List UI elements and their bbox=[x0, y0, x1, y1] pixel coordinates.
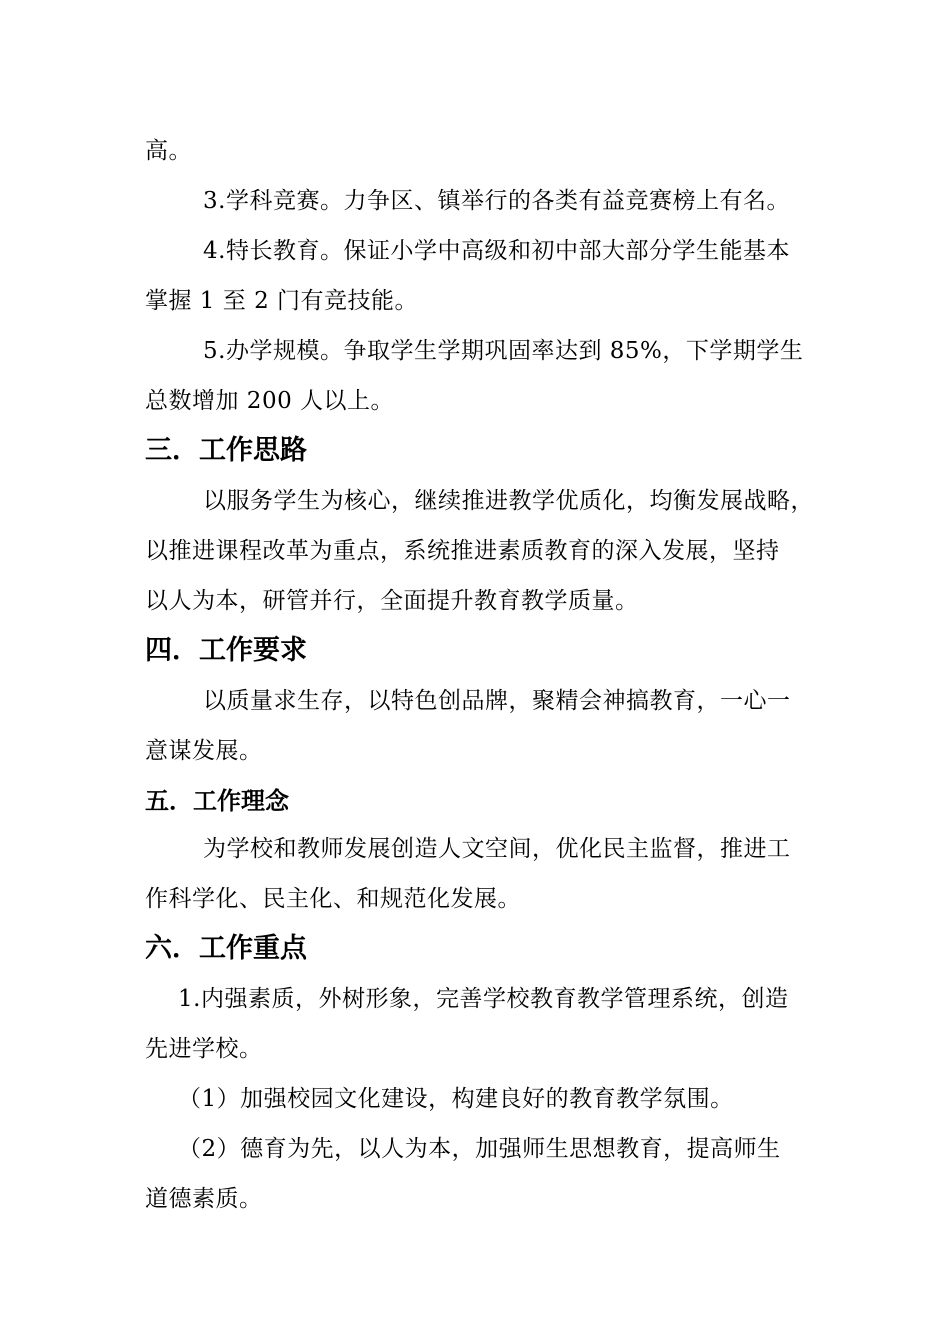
paragraph-line: 总数增加 200 人以上。 bbox=[145, 388, 395, 414]
paragraph-line: 先进学校。 bbox=[145, 1036, 263, 1062]
paragraph-line: 掌握 1 至 2 门有竞技能。 bbox=[145, 288, 419, 314]
paragraph-line: 以服务学生为核心，继续推进教学优质化，均衡发展战略， bbox=[203, 488, 814, 514]
paragraph-line: 4.特长教育。保证小学中高级和初中部大部分学生能基本 bbox=[203, 238, 790, 264]
paragraph-line: （1）加强校园文化建设，构建良好的教育教学氛围。 bbox=[178, 1086, 734, 1112]
section-heading: 三．工作思路 bbox=[145, 435, 307, 466]
paragraph-line: （2）德育为先，以人为本，加强师生思想教育，提高师生 bbox=[178, 1136, 781, 1162]
paragraph-line: 作科学化、民主化、和规范化发展。 bbox=[145, 886, 521, 912]
section-heading: 四．工作要求 bbox=[145, 635, 307, 666]
paragraph-line: 高。 bbox=[145, 138, 192, 164]
paragraph-line: 1.内强素质，外树形象，完善学校教育教学管理系统，创造 bbox=[178, 986, 789, 1012]
section-heading: 六．工作重点 bbox=[145, 933, 307, 964]
paragraph-line: 以推进课程改革为重点，系统推进素质教育的深入发展，坚持 bbox=[145, 538, 780, 564]
paragraph-line: 为学校和教师发展创造人文空间，优化民主监督，推进工 bbox=[203, 836, 791, 862]
section-heading: 五．工作理念 bbox=[145, 787, 289, 815]
paragraph-line: 3.学科竞赛。力争区、镇举行的各类有益竞赛榜上有名。 bbox=[203, 188, 790, 214]
paragraph-line: 道德素质。 bbox=[145, 1186, 263, 1212]
paragraph-line: 以质量求生存，以特色创品牌，聚精会神搞教育，一心一 bbox=[203, 688, 791, 714]
paragraph-line: 5.办学规模。争取学生学期巩固率达到 85%，下学期学生 bbox=[203, 338, 804, 364]
paragraph-line: 意谋发展。 bbox=[145, 738, 263, 764]
paragraph-line: 以人为本，研管并行，全面提升教育教学质量。 bbox=[145, 588, 639, 614]
